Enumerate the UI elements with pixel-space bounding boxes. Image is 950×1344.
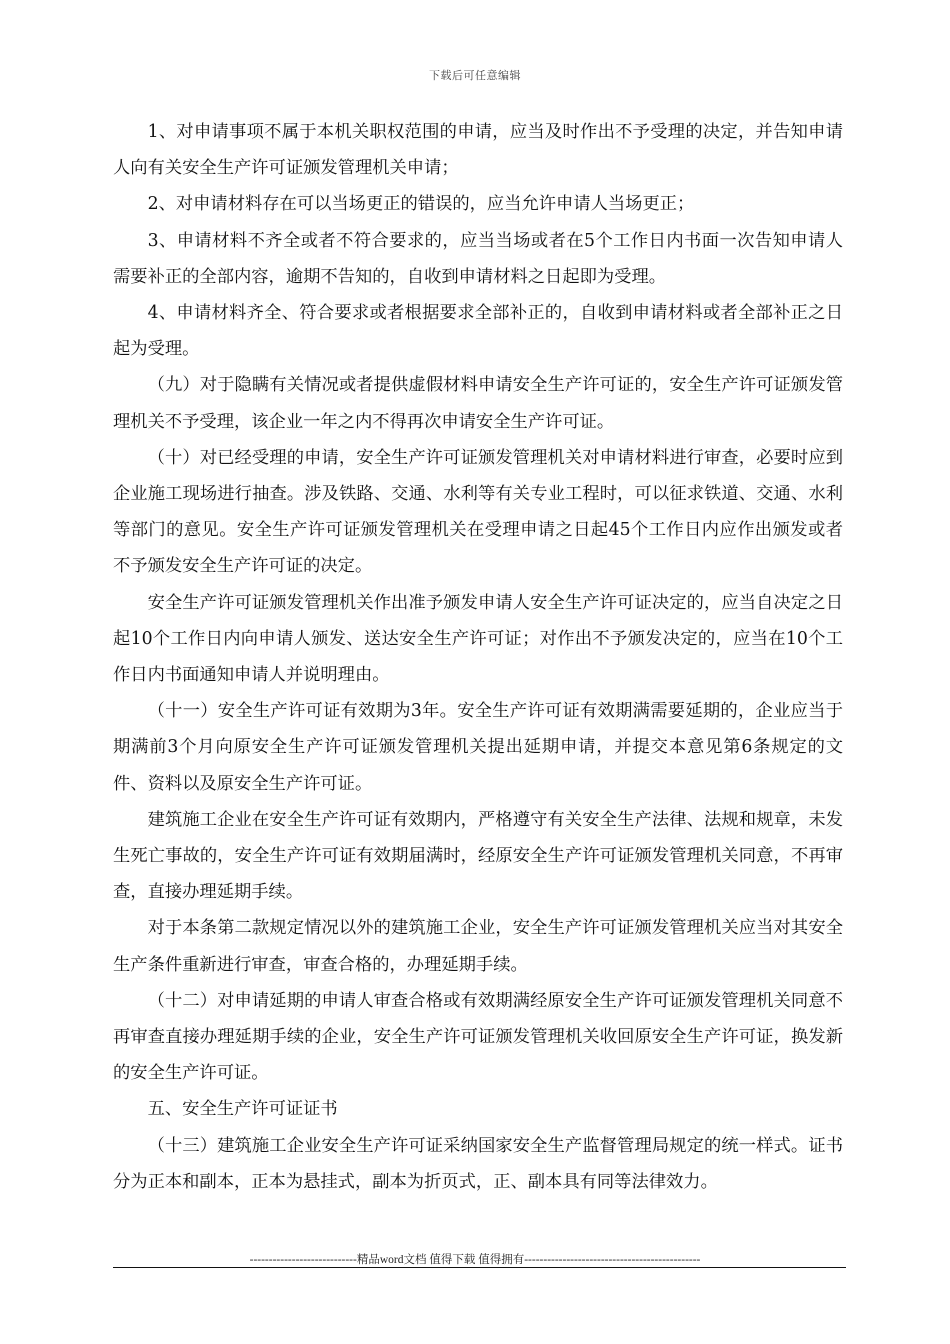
document-body [113, 114, 843, 1200]
paragraph-clause-12: （十二）对申请延期的申请人审查合格或有效期满经原安全生产许可证颁发管理机关同意不再审查直接办理延期手续的企业，安全生产许可证颁发管理机关收回原安全生产许可证，换发新的安全生产许可证。 [113, 990, 843, 1084]
paragraph-item-1: 1、对申请事项不属于本机关职权范围的申请，应当及时作出不予受理的决定，并告知申请人向有关安全生产许可证颁发管理机关申请； [113, 122, 843, 179]
paragraph-clause-10-continued: 安全生产许可证颁发管理机关作出准予颁发申请人安全生产许可证决定的，应当自决定之日起10个工作日内向申请人颁发、送达安全生产许可证；对作出不予颁发决定的，应当在10个工作日内书面通知申请人并说明理由。 [113, 592, 843, 686]
paragraph-item-3: 3、申请材料不齐全或者不符合要求的，应当当场或者在5个工作日内书面一次告知申请人需要补正的全部内容，逾期不告知的，自收到申请材料之日起即为受理。 [113, 230, 843, 287]
paragraph-clause-11-third: 对于本条第二款规定情况以外的建筑施工企业，安全生产许可证颁发管理机关应当对其安全生产条件重新进行审查，审查合格的，办理延期手续。 [113, 918, 843, 975]
paragraph-clause-9: （九）对于隐瞒有关情况或者提供虚假材料申请安全生产许可证的，安全生产许可证颁发管理机关不予受理，该企业一年之内不得再次申请安全生产许可证。 [113, 375, 843, 432]
paragraph-item-2: 2、对申请材料存在可以当场更正的错误的，应当允许申请人当场更正； [147, 194, 695, 215]
page-header: 下载后可任意编辑 [429, 69, 521, 82]
paragraph-clause-11: （十一）安全生产许可证有效期为3年。安全生产许可证有效期满需要延期的，企业应当于期满前3个月向原安全生产许可证颁发管理机关提出延期申请，并提交本意见第6条规定的文件、资料以及原安全生产许可证。 [113, 701, 843, 794]
footer-divider [113, 1267, 846, 1268]
paragraph-item-4: 4、申请材料齐全、符合要求或者根据要求全部补正的，自收到申请材料或者全部补正之日起为受理。 [113, 303, 843, 360]
paragraph-clause-13: （十三）建筑施工企业安全生产许可证采纳国家安全生产监督管理局规定的统一样式。证书分为正本和副本，正本为悬挂式，副本为折页式，正、副本具有同等法律效力。 [113, 1135, 843, 1192]
paragraph-clause-11-second: 建筑施工企业在安全生产许可证有效期内，严格遵守有关安全生产法律、法规和规章，未发生死亡事故的，安全生产许可证有效期届满时，经原安全生产许可证颁发管理机关同意，不再审查，直接办理延期手续。 [113, 809, 843, 903]
paragraph-clause-10: （十）对已经受理的申请，安全生产许可证颁发管理机关对申请材料进行审查，必要时应到企业施工现场进行抽查。涉及铁路、交通、水利等有关专业工程时，可以征求铁道、交通、水利等部门的意见。安全生产许可证颁发管理机关在受理申请之日起45个工作日内应作出颁发或者不予颁发安全生产许可证的决定。 [113, 447, 843, 577]
page-footer: ----------------------------精品word文档 值得下载 值得拥有---------------------------------------------- [249, 1254, 701, 1266]
section-heading-certificate: 五、安全生产许可证证书 [147, 1099, 338, 1120]
